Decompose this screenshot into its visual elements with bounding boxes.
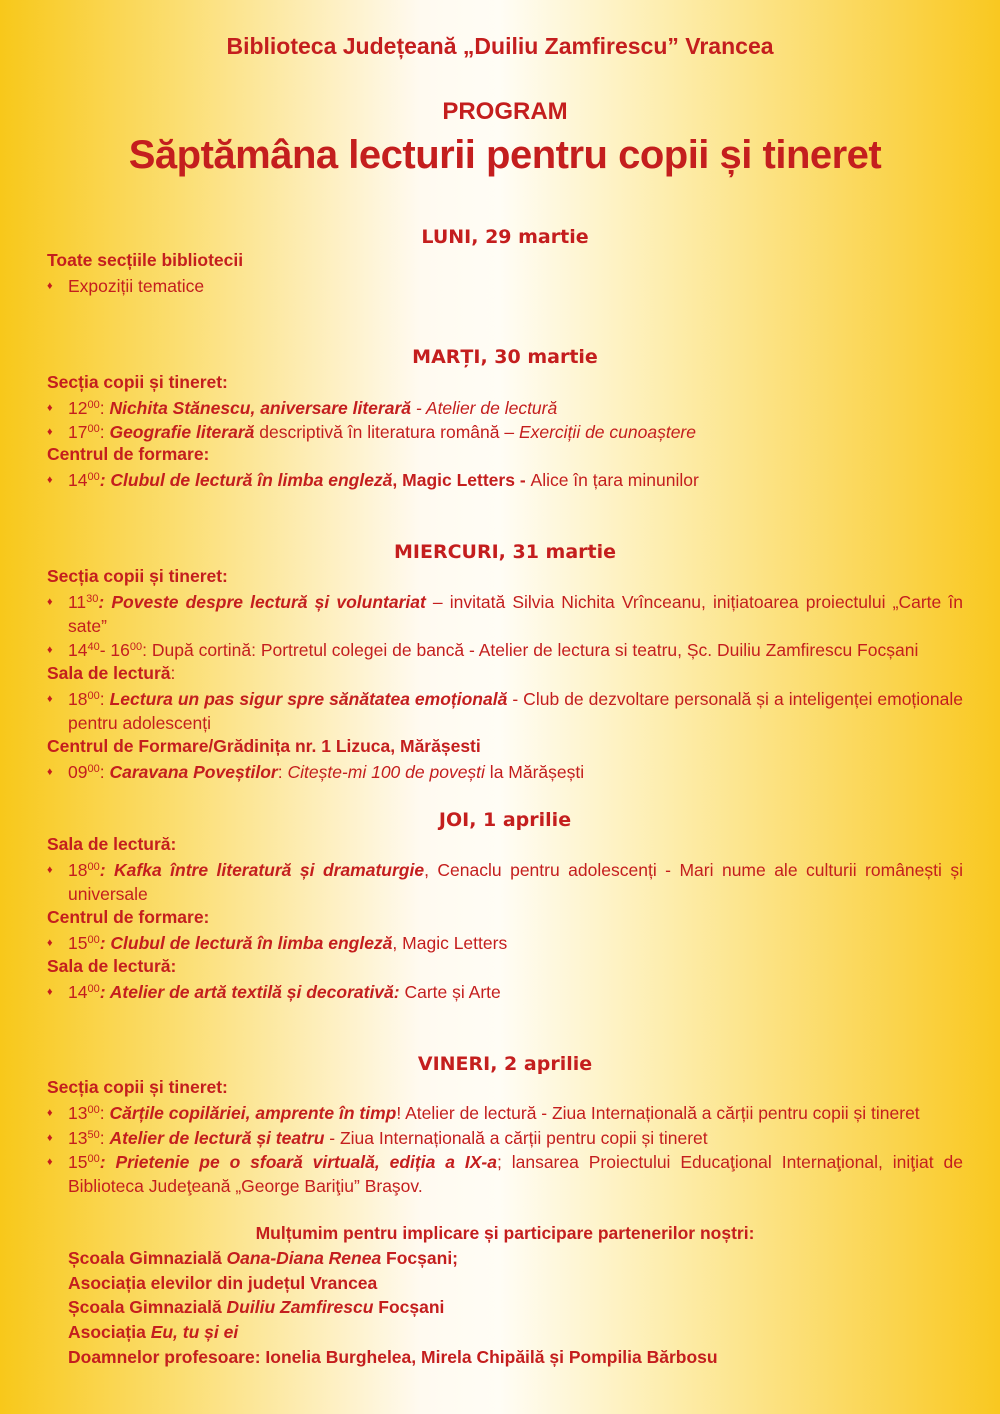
diamond-bullet-icon: ♦ bbox=[47, 402, 53, 414]
section-label: Secția copii și tineret: bbox=[47, 372, 228, 392]
partner-item: Asociația elevilor din județul Vrancea bbox=[68, 1273, 378, 1293]
diamond-bullet-icon: ♦ bbox=[47, 986, 53, 998]
partner-item: Doamnelor profesoare: Ionelia Burghelea, Mirela Chipăilă și Pompilia Bărbosu bbox=[68, 1347, 718, 1367]
day-heading-luni: LUNI, 29 martie bbox=[421, 226, 589, 248]
list-item: ♦ $18^{00}$: Lectura un pas sigur spre sănătatea emoțională - Club de dezvoltare personală și a inteligenței emoționale pentru adolescenți bbox=[47, 689, 963, 733]
library-name: Biblioteca Județeană „Duiliu Zamfirescu” Vrancea bbox=[226, 33, 774, 59]
program-label: PROGRAM bbox=[442, 98, 568, 125]
section-label: Centrul de formare: bbox=[47, 444, 210, 464]
diamond-bullet-icon: ♦ bbox=[47, 596, 53, 608]
section-label: Centrul de Formare/Grădinița nr. 1 Lizuca, Mărășesti bbox=[47, 736, 481, 756]
list-item: ♦ $17^{00}$: Geografie literară descriptivă în literatura română – Exerciții de cunoaștere bbox=[47, 422, 696, 442]
section-label: Secția copii și tineret: bbox=[47, 566, 228, 586]
list-item: ♦ $14^{00}$: Atelier de artă textilă și decorativă: Carte și Arte bbox=[47, 982, 501, 1002]
diamond-bullet-icon: ♦ bbox=[47, 426, 53, 438]
diamond-bullet-icon: ♦ bbox=[47, 644, 53, 656]
partner-item: Asociația Eu, tu și ei bbox=[68, 1322, 239, 1342]
list-item: ♦ Expoziții tematice bbox=[47, 276, 205, 296]
diamond-bullet-icon: ♦ bbox=[47, 766, 53, 778]
list-item: ♦ $13^{00}$: Cărțile copilăriei, amprente în timp! Atelier de lectură - Ziua Internațională a cărții pentru copii și tineret bbox=[47, 1103, 920, 1123]
diamond-bullet-icon: ♦ bbox=[47, 1107, 53, 1119]
diamond-bullet-icon: ♦ bbox=[47, 693, 53, 705]
day-heading-vineri: VINERI, 2 aprilie bbox=[417, 1053, 593, 1075]
diamond-bullet-icon: ♦ bbox=[47, 280, 53, 292]
section-label: Centrul de formare: bbox=[47, 907, 210, 927]
page-title: Săptămâna lecturii pentru copii și tineret bbox=[128, 133, 882, 177]
thanks-title: Mulțumim pentru implicare și participare partenerilor noștri: bbox=[255, 1223, 755, 1243]
list-item: ♦ $12^{00}$: Nichita Stănescu, aniversare literară - Atelier de lectură bbox=[47, 398, 558, 418]
list-item: ♦ $14^{40}-$ $16^{00}$: După cortină: Portretul colegei de bancă - Atelier de lectura si teatru, Șc. Duiliu Zamfirescu Focșani bbox=[47, 640, 919, 660]
list-item: ♦ $18^{00}$: Kafka între literatură și dramaturgie, Cenaclu pentru adolescenți - Mari nume ale culturii românești și universale bbox=[47, 860, 963, 904]
section-label: Sala de lectură: bbox=[47, 663, 176, 683]
list-item: ♦ $15^{00}$: Prietenie pe o sfoară virtuală, ediția a IX-a; lansarea Proiectului Educaţional Internaţional, iniţiat de Biblioteca Judeţeană „George Bariţiu” Braşov. bbox=[47, 1152, 963, 1196]
list-item: ♦ $13^{50}$: Atelier de lectură și teatru - Ziua Internațională a cărții pentru copii și tineret bbox=[47, 1128, 708, 1148]
day-heading-marti: MARȚI, 30 martie bbox=[412, 346, 598, 368]
diamond-bullet-icon: ♦ bbox=[47, 937, 53, 949]
day-heading-joi: JOI, 1 aprilie bbox=[438, 809, 572, 831]
section-label: Toate secțiile bibliotecii bbox=[47, 250, 244, 270]
section-label: Sala de lectură: bbox=[47, 834, 177, 854]
list-item: ♦ $09^{00}$: Caravana Poveștilor: Citește-mi 100 de povești la Mărășești bbox=[47, 762, 585, 782]
list-item: ♦ $11^{30}$: Poveste despre lectură și voluntariat – invitată Silvia Nichita Vrînceanu, inițiatoarea proiectului „Carte în sate” bbox=[47, 592, 963, 636]
section-label: Sala de lectură: bbox=[47, 956, 177, 976]
list-item: ♦ $14^{00}$: Clubul de lectură în limba engleză, Magic Letters - Alice în țara minunilor bbox=[47, 470, 699, 490]
partner-item: Școala Gimnazială Duiliu Zamfirescu Focșani bbox=[68, 1297, 445, 1317]
diamond-bullet-icon: ♦ bbox=[47, 1132, 53, 1144]
list-item: ♦ $15^{00}$: Clubul de lectură în limba engleză, Magic Letters bbox=[47, 933, 508, 953]
diamond-bullet-icon: ♦ bbox=[47, 474, 53, 486]
diamond-bullet-icon: ♦ bbox=[47, 864, 53, 876]
day-heading-miercuri: MIERCURI, 31 martie bbox=[393, 541, 617, 563]
diamond-bullet-icon: ♦ bbox=[47, 1156, 53, 1168]
section-label: Secția copii și tineret: bbox=[47, 1077, 228, 1097]
partner-item: Școala Gimnazială Oana-Diana Renea Focșani; bbox=[68, 1248, 459, 1268]
